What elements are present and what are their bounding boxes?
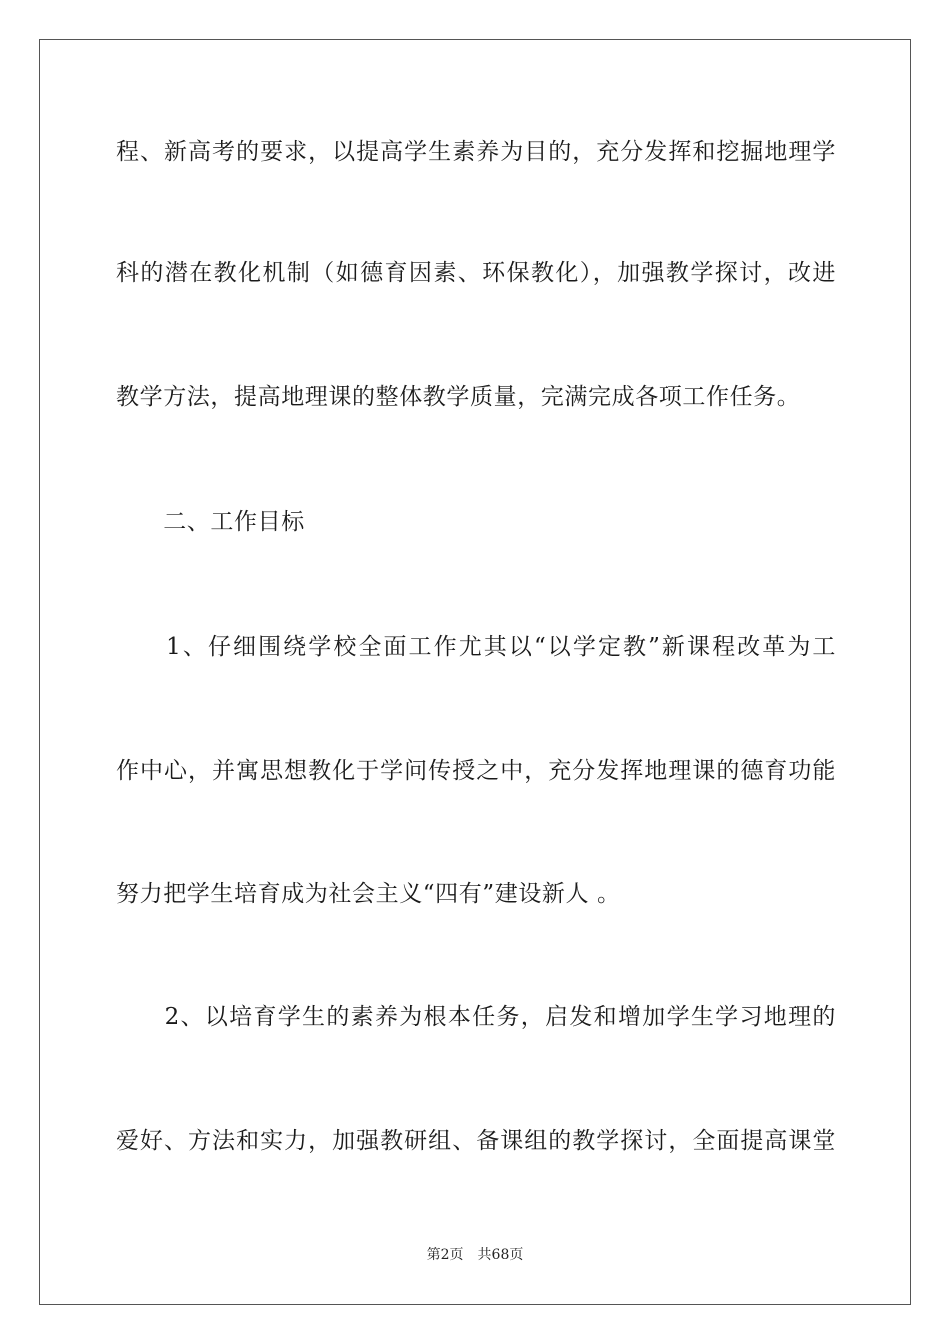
- section-heading: 二、工作目标: [116, 509, 305, 535]
- page-total: 共68页: [477, 1247, 524, 1263]
- text-line-9: 爱好、方法和实力，加强教研组、备课组的教学探讨，全面提高课堂: [116, 1128, 836, 1154]
- text-line-1: 程、新高考的要求，以提高学生素养为目的，充分发挥和挖掘地理学: [116, 139, 836, 165]
- text-line-3: 教学方法，提高地理课的整体教学质量，完满完成各项工作任务。: [116, 384, 801, 410]
- page-border: [39, 39, 911, 1305]
- page-footer: [0, 1246, 950, 1264]
- text-line-6: 作中心，并寓思想教化于学问传授之中，充分发挥地理课的德育功能: [116, 758, 836, 784]
- text-line-5: 1、仔细围绕学校全面工作尤其以“以学定教”新课程改革为工: [116, 634, 836, 660]
- text-line-7: 努力把学生培育成为社会主义“四有”建设新人 。: [116, 881, 621, 907]
- page-number: 第2页: [426, 1247, 464, 1263]
- text-line-2: 科的潜在教化机制（如德育因素、环保教化），加强教学探讨，改进: [116, 260, 836, 286]
- text-line-8: 2、以培育学生的素养为根本任务，启发和增加学生学习地理的: [116, 1004, 836, 1030]
